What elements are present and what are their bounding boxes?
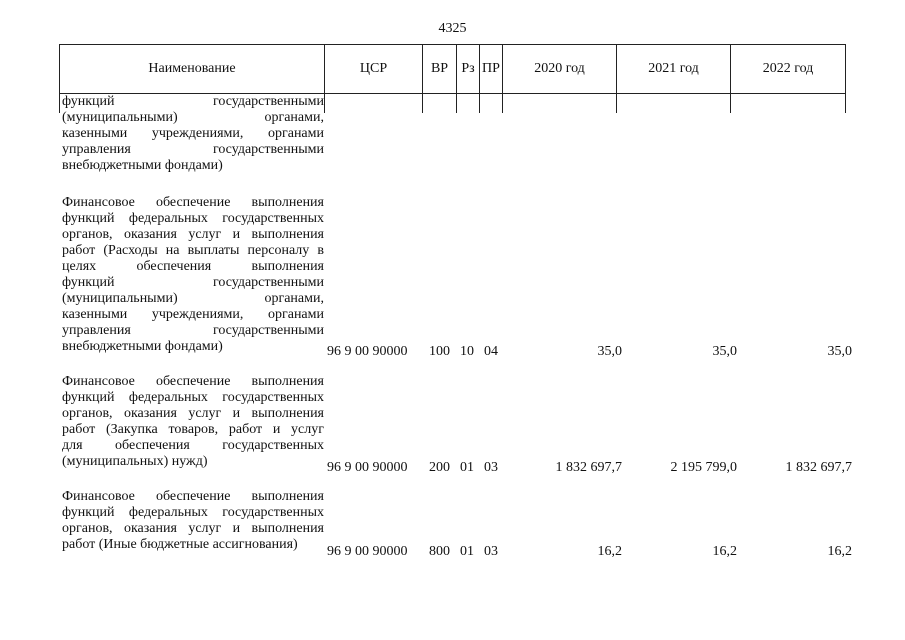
header-2021: 2021 год bbox=[617, 45, 731, 94]
value-2020: 35,0 bbox=[597, 344, 622, 359]
rz-cell: 10 bbox=[460, 344, 474, 359]
pr-cell: 03 bbox=[484, 544, 498, 559]
value-2021: 2 195 799,0 bbox=[670, 460, 737, 475]
name-line: функций федеральных государственных bbox=[62, 390, 324, 405]
name-line: функций федеральных государственных bbox=[62, 211, 324, 226]
header-name: Наименование bbox=[60, 45, 325, 94]
csr-cell: 96 9 00 90000 bbox=[327, 544, 408, 559]
value-2020: 1 832 697,7 bbox=[555, 460, 622, 475]
column-divider bbox=[422, 93, 423, 113]
header-csr: ЦСР bbox=[325, 45, 423, 94]
name-line: для обеспечения государственных bbox=[62, 438, 324, 453]
column-divider bbox=[479, 93, 480, 113]
column-divider bbox=[502, 93, 503, 113]
name-line: управления государственными bbox=[62, 142, 324, 157]
row-name bbox=[62, 94, 324, 174]
name-line: работ (Расходы на выплаты персоналу в bbox=[62, 243, 324, 258]
column-divider bbox=[456, 93, 457, 113]
row-name bbox=[62, 374, 324, 470]
name-line: казенными учреждениями, органами bbox=[62, 307, 324, 322]
header-2022: 2022 год bbox=[731, 45, 846, 94]
column-divider bbox=[730, 93, 731, 113]
name-line: (муниципальными) органами, bbox=[62, 291, 324, 306]
csr-cell: 96 9 00 90000 bbox=[327, 460, 408, 475]
name-line: функций государственными bbox=[62, 94, 324, 109]
page-number: 4325 bbox=[438, 21, 467, 36]
name-line: внебюджетными фондами) bbox=[62, 339, 223, 354]
name-line: внебюджетными фондами) bbox=[62, 158, 223, 173]
row-name bbox=[62, 489, 324, 553]
column-divider bbox=[324, 93, 325, 113]
table-header bbox=[59, 44, 846, 94]
name-line: органов, оказания услуг и выполнения bbox=[62, 521, 324, 536]
name-line: казенными учреждениями, органами bbox=[62, 126, 324, 141]
name-line: управления государственными bbox=[62, 323, 324, 338]
value-2022: 35,0 bbox=[827, 344, 852, 359]
pr-cell: 04 bbox=[484, 344, 498, 359]
column-divider bbox=[616, 93, 617, 113]
value-2022: 16,2 bbox=[827, 544, 852, 559]
value-2022: 1 832 697,7 bbox=[785, 460, 852, 475]
name-line: целях обеспечения выполнения bbox=[62, 259, 324, 274]
pr-cell: 03 bbox=[484, 460, 498, 475]
name-line: органов, оказания услуг и выполнения bbox=[62, 227, 324, 242]
rz-cell: 01 bbox=[460, 544, 474, 559]
header-pr: ПР bbox=[480, 45, 503, 94]
vr-cell: 200 bbox=[429, 460, 450, 475]
rz-cell: 01 bbox=[460, 460, 474, 475]
value-2021: 16,2 bbox=[712, 544, 737, 559]
name-line: работ (Закупка товаров, работ и услуг bbox=[62, 422, 324, 437]
row-name bbox=[62, 195, 324, 355]
value-2021: 35,0 bbox=[712, 344, 737, 359]
value-2020: 16,2 bbox=[597, 544, 622, 559]
column-divider bbox=[845, 93, 846, 113]
header-vr: ВР bbox=[423, 45, 457, 94]
column-divider bbox=[59, 93, 60, 113]
name-line: (муниципальными) органами, bbox=[62, 110, 324, 125]
header-rz: Рз bbox=[457, 45, 480, 94]
name-line: Финансовое обеспечение выполнения bbox=[62, 195, 324, 210]
name-line: работ (Иные бюджетные ассигнования) bbox=[62, 537, 298, 552]
vr-cell: 800 bbox=[429, 544, 450, 559]
header-2020: 2020 год bbox=[503, 45, 617, 94]
csr-cell: 96 9 00 90000 bbox=[327, 344, 408, 359]
vr-cell: 100 bbox=[429, 344, 450, 359]
name-line: функций федеральных государственных bbox=[62, 505, 324, 520]
name-line: Финансовое обеспечение выполнения bbox=[62, 489, 324, 504]
name-line: (муниципальных) нужд) bbox=[62, 454, 208, 469]
name-line: органов, оказания услуг и выполнения bbox=[62, 406, 324, 421]
name-line: функций государственными bbox=[62, 275, 324, 290]
name-line: Финансовое обеспечение выполнения bbox=[62, 374, 324, 389]
